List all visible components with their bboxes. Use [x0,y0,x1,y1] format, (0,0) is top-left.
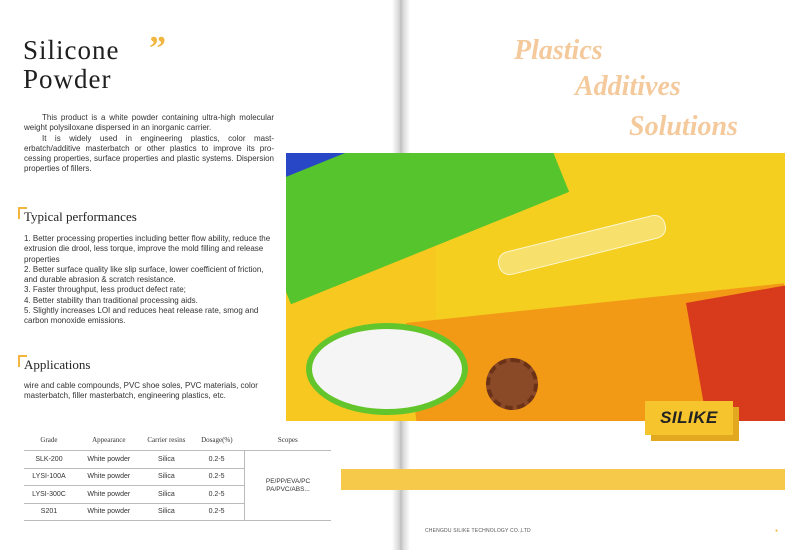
intro-text [24,113,274,175]
table-cell: White powder [74,468,144,486]
table-cell: Silica [144,468,189,486]
column-header: Carrier resins [144,430,189,451]
slogan-line-3: Solutions [629,111,738,142]
table-cell: 0.2-5 [189,451,245,469]
quote-icon: ” [149,30,166,67]
table-cell: White powder [74,451,144,469]
list-item: 2. Better surface quality like slip surface, lower coefficient of friction, and durable abrasion & scratch resistance. [24,264,264,285]
intro-paragraph-1: This product is a white powder containing ultra-high molecular weight polysiloxane dispersed in an inorganic carrier. [24,113,274,133]
table-cell: Silica [144,486,189,504]
scope-cell: PE/PP/EVA/PC PA/PVC/ABS... [245,451,331,521]
list-item: 5. Slightly increases LOI and reduces heat release rate, smog and carbon monoxide emissions. [24,306,259,326]
yellow-stripe [341,469,785,490]
table-cell: Silica [144,451,189,469]
specs-table [24,430,331,521]
column-header: Dosage(%) [189,430,245,451]
table-cell: SLK-200 [24,451,74,469]
column-header: Appearance [74,430,144,451]
slogan-line-2: Additives [575,71,681,102]
table-cell: 0.2-5 [189,503,245,521]
column-header: Scopes [245,430,331,451]
column-header: Grade [24,430,74,451]
applications-heading [18,357,90,373]
title-line-2: Powder [23,64,112,94]
list-item: 1. Better processing properties including better flow ability, reduce the extrusion die drool, less torque, improve the mold filling and release properties [24,234,271,264]
performance-heading-label: Typical performances [24,209,137,224]
applications-heading-label: Applications [24,357,91,372]
list-item: 4. Better stability than traditional processing aids. [24,295,198,305]
page-title [23,36,120,94]
bracket-icon [18,207,27,219]
table-cell: White powder [74,486,144,504]
table-cell: 0.2-5 [189,468,245,486]
footer-company: CHENGDU SILIKE TECHNOLOGY CO.,LTD [425,528,531,534]
table-header-row [24,430,331,451]
table-row [24,451,331,469]
table-cell: LYSI-300C [24,486,74,504]
gear-icon [486,358,538,410]
table-cell: White powder [74,503,144,521]
table-cell: Silica [144,503,189,521]
list-item: 3. Faster throughput, less product defect rate; [24,285,186,295]
pellets-photo [286,153,785,421]
table-cell: 0.2-5 [189,486,245,504]
slogan-line-1: Plastics [514,35,603,66]
brand-logo: SILIKE [645,401,733,435]
table-cell: LYSI-100A [24,468,74,486]
table-cell: S201 [24,503,74,521]
powder-dish [306,323,468,415]
performance-list [24,234,279,327]
applications-text: wire and cable compounds, PVC shoe soles, PVC materials, color masterbatch, filler masterbatch, engineering plastics, etc. [24,381,258,401]
footer-dot-icon: ● [775,528,779,534]
intro-paragraph-2: It is widely used in engineering plastics, color mast-erbatch/additive masterbatch or other plastics to improve its pro-cessing properties, surface properties and plastic systems. Dispersion properties of fillers. [24,133,274,174]
performance-heading [18,209,137,225]
title-line-1: Silicone [23,35,120,65]
bracket-icon [18,355,27,367]
